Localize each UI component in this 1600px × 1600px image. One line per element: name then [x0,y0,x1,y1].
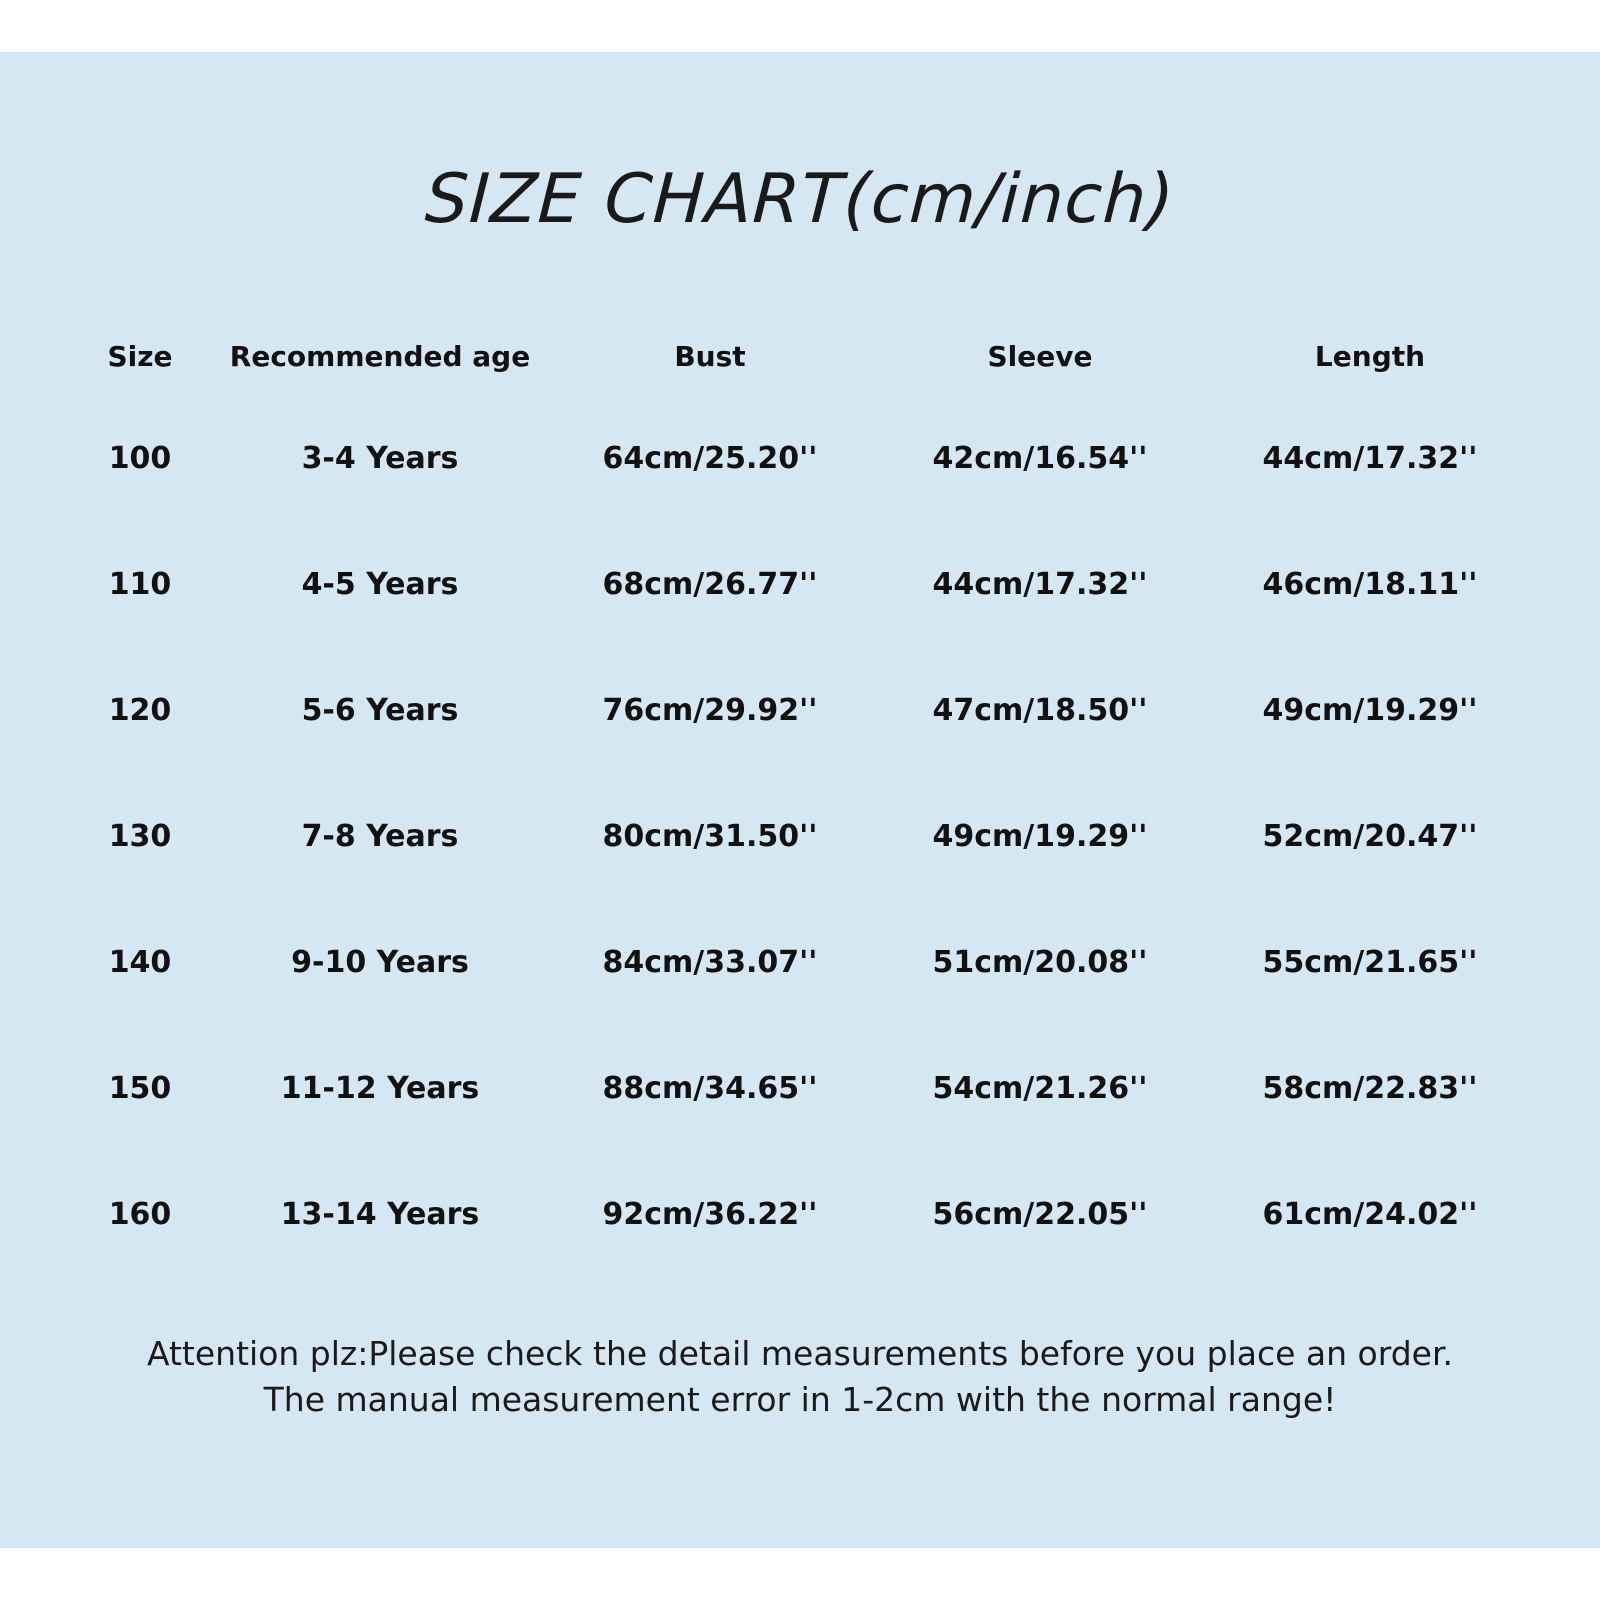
column-header-recommended-age: Recommended age [229,339,531,373]
table-row [65,899,1535,1025]
cell-length: 46cm/18.11'' [1262,566,1478,602]
cell-sleeve: 42cm/16.54'' [932,440,1148,476]
cell-length: 61cm/24.02'' [1262,1196,1478,1232]
cell-length: 55cm/21.65'' [1262,944,1478,980]
cell-bust: 80cm/31.50'' [602,818,818,854]
cell-size: 150 [108,1070,172,1106]
cell-bust: 68cm/26.77'' [602,566,818,602]
cell-length: 58cm/22.83'' [1262,1070,1478,1106]
cell-age: 5-6 Years [301,692,459,728]
cell-length: 52cm/20.47'' [1262,818,1478,854]
cell-bust: 76cm/29.92'' [602,692,818,728]
column-header-bust: Bust [674,339,746,373]
table-row [65,1025,1535,1151]
cell-sleeve: 47cm/18.50'' [932,692,1148,728]
size-chart-table [65,317,1535,1277]
cell-sleeve: 51cm/20.08'' [932,944,1148,980]
cell-sleeve: 56cm/22.05'' [932,1196,1148,1232]
cell-size: 110 [108,566,172,602]
cell-size: 100 [108,440,172,476]
cell-sleeve: 44cm/17.32'' [932,566,1148,602]
table-row [65,521,1535,647]
cell-age: 4-5 Years [301,566,459,602]
cell-age: 11-12 Years [280,1070,480,1106]
cell-bust: 88cm/34.65'' [602,1070,818,1106]
cell-length: 44cm/17.32'' [1262,440,1478,476]
cell-age: 7-8 Years [301,818,459,854]
cell-age: 3-4 Years [301,440,459,476]
cell-bust: 84cm/33.07'' [602,944,818,980]
cell-age: 13-14 Years [280,1196,480,1232]
column-header-sleeve: Sleeve [987,339,1093,373]
cell-sleeve: 54cm/21.26'' [932,1070,1148,1106]
page-title: SIZE CHART(cm/inch) [423,160,1177,239]
attention-note-line-1: Attention plz:Please check the detail measurements before you place an order. [147,1334,1453,1373]
cell-bust: 64cm/25.20'' [602,440,818,476]
size-chart-panel [0,52,1600,1548]
attention-note-line-2: The manual measurement error in 1-2cm with the normal range! [263,1379,1337,1419]
table-row [65,773,1535,899]
table-row [65,647,1535,773]
cell-sleeve: 49cm/19.29'' [932,818,1148,854]
cell-age: 9-10 Years [291,944,469,980]
cell-size: 140 [108,944,172,980]
attention-note [0,1331,1600,1422]
table-row [65,1151,1535,1277]
cell-bust: 92cm/36.22'' [602,1196,818,1232]
cell-size: 120 [108,692,172,728]
cell-size: 130 [108,818,172,854]
column-header-length: Length [1314,339,1426,373]
cell-length: 49cm/19.29'' [1262,692,1478,728]
table-header-row [65,317,1535,395]
table-row [65,395,1535,521]
cell-size: 160 [108,1196,172,1232]
column-header-size: Size [107,339,173,373]
